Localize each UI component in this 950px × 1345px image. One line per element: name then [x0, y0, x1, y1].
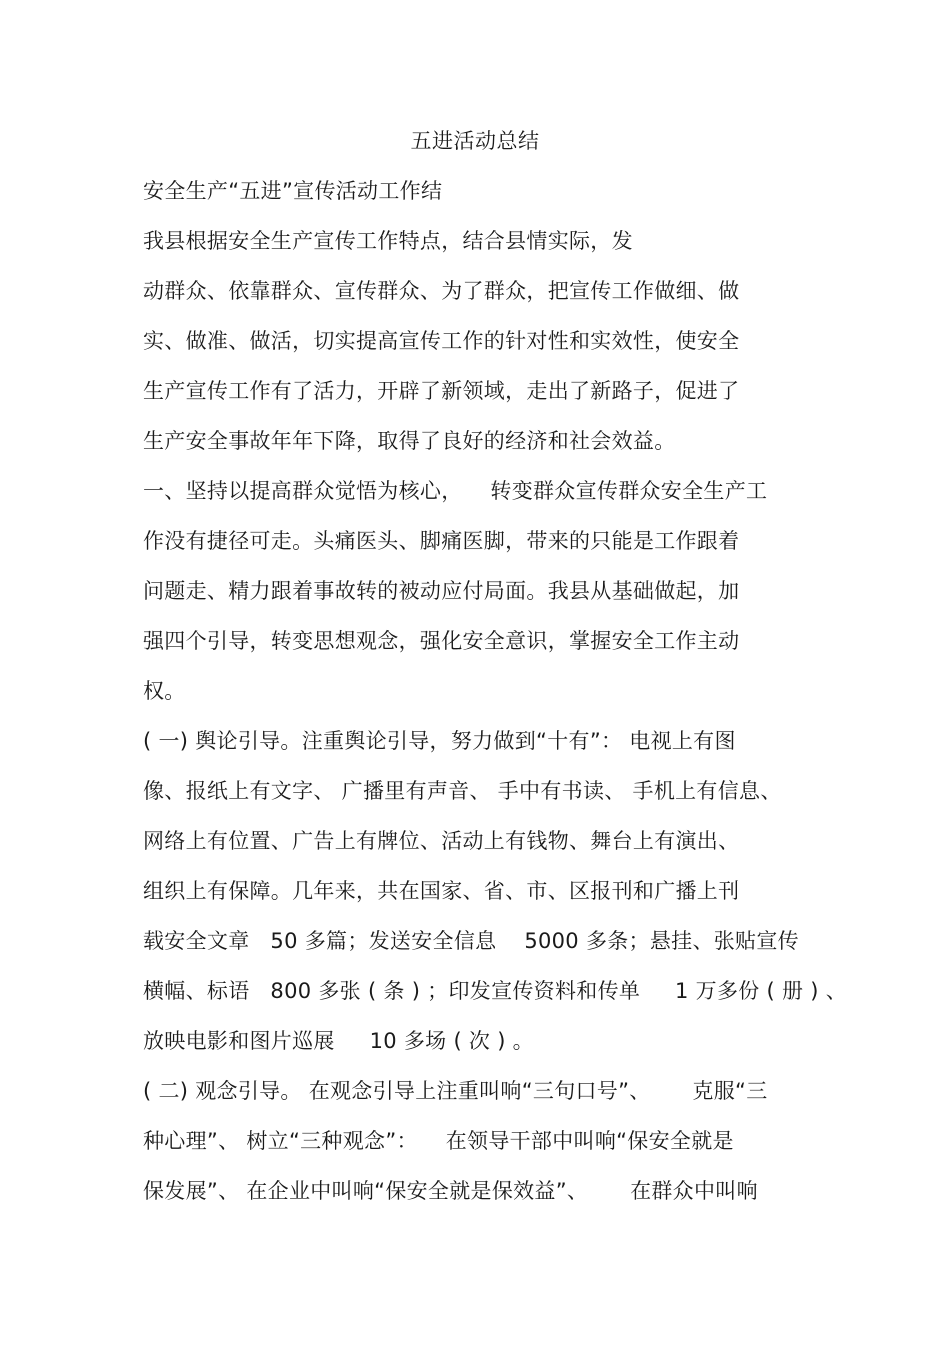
paragraph-line: 网络上有位置、广告上有牌位、活动上有钱物、舞台上有演出、 [143, 829, 740, 853]
section-heading-line: 一、坚持以提高群众觉悟为核心， 转变群众宣传群众安全生产工 [143, 479, 768, 503]
paragraph-line: 像、报纸上有文字、 广播里有声音、 手中有书读、 手机上有信息、 [143, 779, 782, 803]
paragraph-line: 保发展”、 在企业中叫响“保安全就是保效益”、 在群众中叫响 [143, 1179, 758, 1203]
paragraph-line: 种心理”、 树立“三种观念”： 在领导干部中叫响“保安全就是 [143, 1129, 734, 1153]
paragraph-line: 实、做准、做活，切实提高宣传工作的针对性和实效性，使安全 [143, 329, 740, 353]
subsection-line: ( 一) 舆论引导。注重舆论引导，努力做到“十有”： 电视上有图 [143, 729, 736, 753]
paragraph-line: 生产宣传工作有了活力，开辟了新领域，走出了新路子，促进了 [143, 379, 740, 403]
paragraph-line: 我县根据安全生产宣传工作特点，结合县情实际，发 [143, 229, 633, 253]
subsection-line: ( 二) 观念引导。 在观念引导上注重叫响“三句口号”、 克服“三 [143, 1079, 768, 1103]
paragraph-line: 权。 [143, 679, 186, 703]
document-title: 五进活动总结 [410, 129, 540, 153]
paragraph-line: 生产安全事故年年下降，取得了良好的经济和社会效益。 [143, 429, 676, 453]
paragraph-line: 作没有捷径可走。头痛医头、脚痛医脚，带来的只能是工作跟着 [143, 529, 740, 553]
paragraph-line: 组织上有保障。几年来，共在国家、省、市、区报刊和广播上刊 [143, 879, 740, 903]
paragraph-line: 动群众、依靠群众、宣传群众、为了群众，把宣传工作做细、做 [143, 279, 740, 303]
paragraph-line: 问题走、精力跟着事故转的被动应付局面。我县从基础做起，加 [143, 579, 740, 603]
paragraph-line: 强四个引导，转变思想观念，强化安全意识，掌握安全工作主动 [143, 629, 740, 653]
paragraph-line: 放映电影和图片巡展 10 多场 ( 次 ) 。 [143, 1029, 534, 1053]
paragraph-line: 横幅、标语 800 多张 ( 条 ) ；印发宣传资料和传单 1 万多份 ( 册 ) 、 [143, 979, 848, 1003]
paragraph-line: 载安全文章 50 多篇；发送安全信息 5000 多条；悬挂、张贴宣传 [143, 929, 799, 953]
subtitle-line: 安全生产“五进”宣传活动工作结 [143, 179, 443, 203]
